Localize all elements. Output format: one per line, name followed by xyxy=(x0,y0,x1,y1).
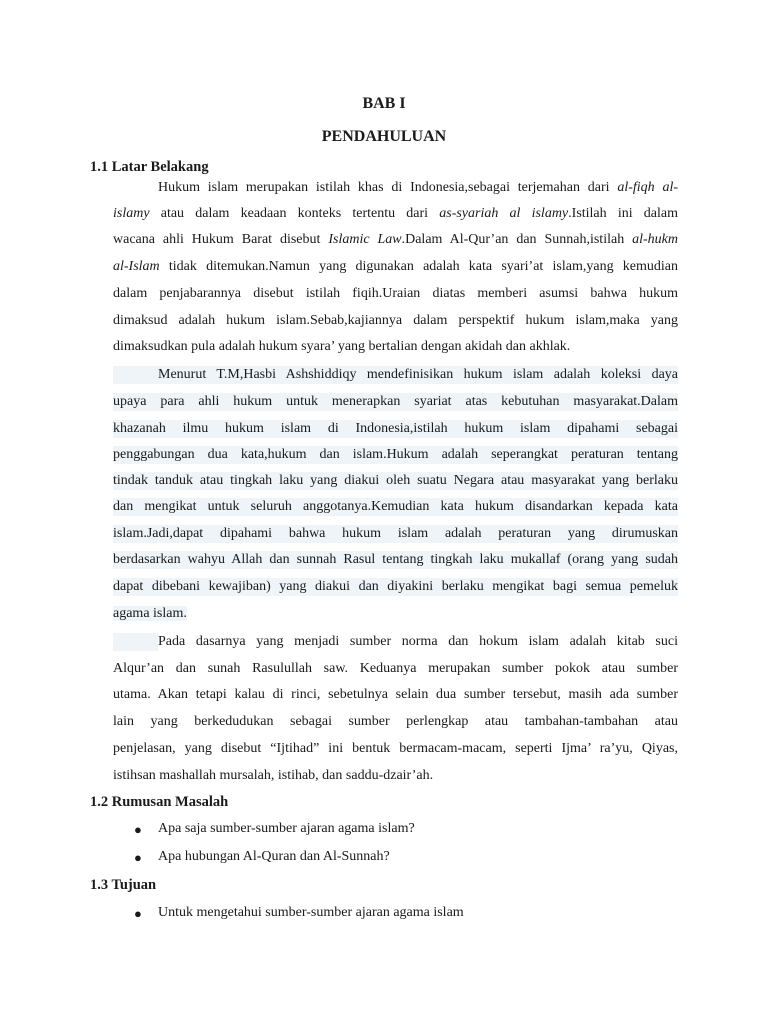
paragraph-line: Menurut T.M,Hasbi Ashshiddiqy mendefinisikan hukum islam adalah koleksi daya xyxy=(113,366,678,384)
paragraph-line: dapat dibebani kewajiban) yang diakui dan diyakini berlaku mengikat bagi semua pemeluk xyxy=(113,579,678,594)
paragraph-line: berdasarkan wahyu Allah dan sunnah Rasul tentang tingkah laku mukallaf (orang yang sudah xyxy=(113,552,678,567)
list-item: Apa saja sumber-sumber ajaran agama islam? xyxy=(158,821,415,836)
paragraph-line: lain yang berkedudukan sebagai sumber perlengkap atau tambahan-tambahan atau xyxy=(113,714,678,729)
section-heading-latar-belakang: 1.1 Latar Belakang xyxy=(90,159,209,175)
chapter-title: PENDAHULUAN xyxy=(321,128,447,145)
paragraph-line: al-Islam tidak ditemukan.Namun yang digunakan adalah kata syari’at islam,yang kemudian xyxy=(113,259,678,274)
list-item: Untuk mengetahui sumber-sumber ajaran agama islam xyxy=(158,905,464,920)
paragraph-line: dimaksudkan pula adalah hukum syara’ yang bertalian dengan akidah dan akhlak. xyxy=(113,339,571,354)
chapter-label: BAB I xyxy=(362,95,406,112)
paragraph-line: penjelasan, yang disebut “Ijtihad” ini bentuk bermacam-macam, seperti Ijma’ ra’yu, Qiyas, xyxy=(113,741,678,756)
paragraph-line: islam.Jadi,dapat dipahami bahwa hukum islam adalah peraturan yang dirumuskan xyxy=(113,526,678,541)
paragraph-line: dan mengikat untuk seluruh anggotanya.Kemudian kata hukum disandarkan kepada kata xyxy=(113,499,678,514)
paragraph-line: Hukum islam merupakan istilah khas di Indonesia,sebagai terjemahan dari al-fiqh al- xyxy=(158,180,679,195)
paragraph-line: Alqur’an dan sunah Rasulullah saw. Keduanya merupakan sumber pokok atau sumber xyxy=(113,661,678,676)
bullet-icon: ● xyxy=(134,850,142,865)
paragraph-line: dimaksud adalah hukum islam.Sebab,kajiannya dalam perspektif hukum islam,maka yang xyxy=(113,313,678,328)
paragraph-line: wacana ahli Hukum Barat disebut Islamic Law.Dalam Al-Qur’an dan Sunnah,istilah al-hukm xyxy=(113,232,679,247)
paragraph-line: Pada dasarnya yang menjadi sumber norma dan hokum islam adalah kitab suci xyxy=(158,634,678,649)
paragraph-line: agama islam. xyxy=(113,606,187,621)
paragraph-line: khazanah ilmu hukum islam di Indonesia,istilah hukum islam dipahami sebagai xyxy=(113,421,678,436)
indent-highlight xyxy=(113,633,158,651)
list-item: Apa hubungan Al-Quran dan Al-Sunnah? xyxy=(158,849,390,864)
section-heading-tujuan: 1.3 Tujuan xyxy=(90,877,157,893)
paragraph-line: istihsan mashallah mursalah, istihab, dan saddu-dzair’ah. xyxy=(113,768,434,783)
bullet-icon: ● xyxy=(134,822,142,837)
paragraph-line: utama. Akan tetapi kalau di rinci, sebetulnya selain dua sumber tersebut, masih ada sumber xyxy=(113,687,678,702)
section-heading-rumusan-masalah: 1.2 Rumusan Masalah xyxy=(90,794,229,810)
paragraph-line: islamy atau dalam keadaan konteks tertentu dari as-syariah al islamy.Istilah ini dalam xyxy=(113,206,678,221)
paragraph-line: penggabungan dua kata,hukum dan islam.Hukum adalah seperangkat peraturan tentang xyxy=(113,447,678,462)
paragraph-line: dalam penjabarannya disebut istilah fiqih.Uraian diatas memberi asumsi bahwa hukum xyxy=(113,286,678,301)
bullet-icon: ● xyxy=(134,906,142,921)
paragraph-line: tindak tanduk atau tingkah laku yang diakui oleh suatu Negara atau masyarakat yang berlaku xyxy=(113,473,678,488)
paragraph-line: upaya para ahli hukum untuk menerapkan syariat atas kebutuhan masyarakat.Dalam xyxy=(113,394,678,409)
